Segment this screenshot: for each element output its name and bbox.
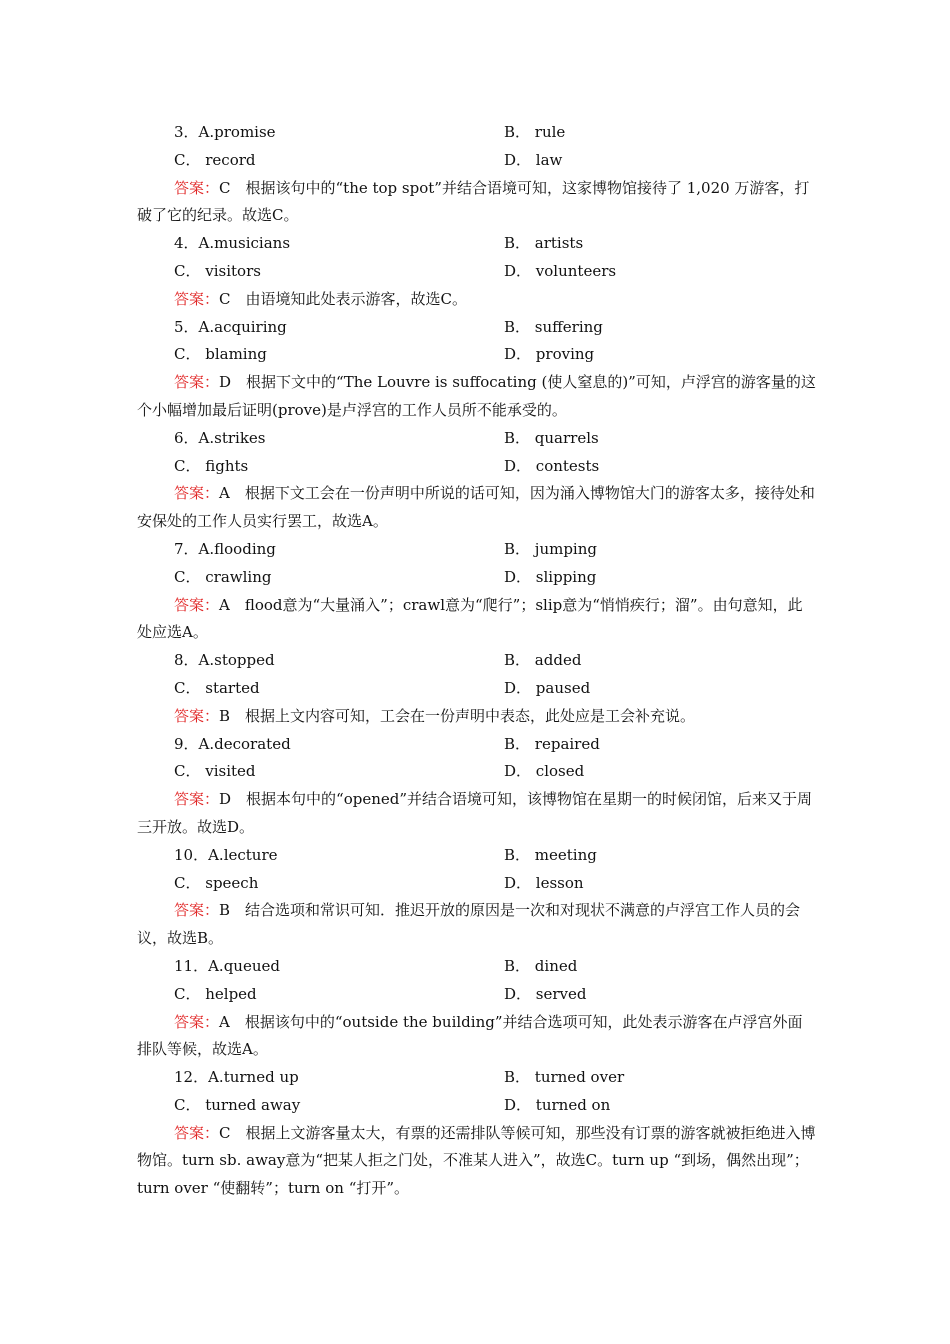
option-d: D． slipping	[504, 567, 597, 586]
answer-label: 答案：	[174, 373, 220, 392]
option-d: D． closed	[504, 762, 585, 781]
answer-explanation	[137, 175, 817, 231]
option-a: 12．A.turned up	[174, 1068, 299, 1087]
option-a: 4．A.musicians	[174, 234, 291, 253]
option-row	[137, 258, 817, 286]
option-c: C． speech	[174, 873, 259, 892]
option-c: C． helped	[174, 984, 257, 1003]
answer-label: 答案：	[174, 790, 220, 809]
option-row	[137, 1092, 817, 1120]
option-b: B． jumping	[504, 539, 597, 558]
answer-label: 答案：	[174, 901, 220, 920]
option-c: C． blaming	[174, 345, 267, 364]
answer-label: 答案：	[174, 1012, 220, 1031]
answer-explanation	[137, 480, 817, 536]
option-c: C． record	[174, 150, 256, 169]
option-d: D． paused	[504, 678, 591, 697]
option-c: C． started	[174, 678, 260, 697]
answer-text: A flood意为“大量涌入”；crawl意为“爬行”；slip意为“悄悄疾行；溜”。由句意知，此处应选A。	[137, 595, 803, 642]
option-a: 5．A.acquiring	[174, 317, 287, 336]
answer-label: 答案：	[174, 706, 220, 725]
option-a: 8．A.stopped	[174, 651, 275, 670]
option-b: B． suffering	[504, 317, 603, 336]
option-a: 10．A.lecture	[174, 845, 278, 864]
question-block	[137, 314, 817, 425]
answer-explanation	[137, 897, 817, 953]
option-row	[137, 119, 817, 147]
answer-explanation	[137, 1009, 817, 1065]
option-row	[137, 230, 817, 258]
answer-text: C 由语境知此处表示游客，故选C。	[219, 289, 467, 308]
question-block	[137, 647, 817, 730]
answer-explanation	[137, 1120, 817, 1203]
option-d: D． contests	[504, 456, 600, 475]
option-d: D． served	[504, 984, 587, 1003]
question-block	[137, 1064, 817, 1203]
option-b: B． rule	[504, 123, 566, 141]
answer-explanation	[137, 286, 817, 314]
option-c: C． visitors	[174, 261, 261, 280]
option-row	[137, 731, 817, 759]
option-row	[137, 842, 817, 870]
option-row	[137, 453, 817, 481]
question-block	[137, 230, 817, 313]
option-d: D． law	[504, 150, 563, 169]
option-row	[137, 675, 817, 703]
option-b: B． quarrels	[504, 428, 599, 447]
answer-text: D 根据本句中的“opened”并结合语境可知，该博物馆在星期一的时候闭馆，后来又于周三开放。故选D。	[137, 790, 813, 836]
option-c: C． fights	[174, 456, 249, 475]
option-row	[137, 536, 817, 564]
question-block	[137, 731, 817, 842]
option-row	[137, 1064, 817, 1092]
option-row	[137, 647, 817, 675]
option-b: B． artists	[504, 234, 584, 253]
option-b: B． added	[504, 651, 582, 670]
answer-text: A 根据下文工会在一份声明中所说的话可知，因为涌入博物馆大门的游客太多，接待处和安保处的工作人员实行罢工，故选A。	[137, 484, 815, 531]
option-row	[137, 341, 817, 369]
option-a: 11．A.queued	[174, 956, 280, 975]
answer-label: 答案：	[174, 484, 220, 503]
option-row	[137, 564, 817, 592]
question-block	[137, 536, 817, 647]
answer-label: 答案：	[174, 289, 220, 308]
option-row	[137, 870, 817, 898]
answer-text: C 根据上文游客量太大，有票的还需排队等候可知，那些没有订票的游客就被拒绝进入博物馆。turn sb. away意为“把某人拒之门处，不准某人进入”，故选C。turn up “到场，偶然出现”；turn over “使翻转”；turn on “打开”。	[137, 1123, 816, 1198]
option-a: 3．A.promise	[174, 123, 276, 141]
option-d: D． volunteers	[504, 261, 617, 280]
answer-label: 答案：	[174, 1123, 220, 1142]
answer-explanation	[137, 703, 817, 731]
option-a: 6．A.strikes	[174, 428, 266, 447]
option-b: B． repaired	[504, 734, 600, 753]
option-row	[137, 953, 817, 981]
option-b: B． meeting	[504, 845, 597, 864]
option-c: C． crawling	[174, 567, 272, 586]
option-d: D． turned on	[504, 1095, 611, 1114]
answer-label: 答案：	[174, 595, 220, 614]
option-row	[137, 314, 817, 342]
option-d: D． lesson	[504, 873, 584, 892]
answer-explanation	[137, 592, 817, 648]
question-block	[137, 842, 817, 953]
option-c: C． visited	[174, 762, 256, 781]
answer-text: B 根据上文内容可知，工会在一份声明中表态，此处应是工会补充说。	[219, 706, 696, 725]
option-row	[137, 981, 817, 1009]
answer-text: A 根据该句中的“outside the building”并结合选项可知，此处表示游客在卢浮宫外面排队等候，故选A。	[137, 1012, 803, 1059]
answer-explanation	[137, 786, 817, 842]
question-block	[137, 119, 817, 230]
question-block	[137, 425, 817, 536]
answer-text: D 根据下文中的“The Louvre is suffocating (使人窒息的)”可知，卢浮宫的游客量的这个小幅增加最后证明(prove)是卢浮宫的工作人员所不能承受的。	[137, 373, 816, 419]
answer-explanation	[137, 369, 817, 425]
option-c: C． turned away	[174, 1095, 301, 1114]
answer-label: 答案：	[174, 178, 220, 197]
option-b: B． dined	[504, 956, 578, 975]
option-d: D． proving	[504, 345, 595, 364]
option-row	[137, 758, 817, 786]
option-a: 9．A.decorated	[174, 734, 291, 753]
option-b: B． turned over	[504, 1068, 625, 1087]
answer-text: B 结合选项和常识可知．推迟开放的原因是一次和对现状不满意的卢浮宫工作人员的会议，故选B。	[137, 901, 801, 948]
option-row	[137, 425, 817, 453]
option-row	[137, 147, 817, 175]
answer-text: C 根据该句中的“the top spot”并结合语境可知，这家博物馆接待了 1,020 万游客，打破了它的纪录。故选C。	[137, 178, 810, 225]
question-block	[137, 953, 817, 1064]
question-list	[137, 119, 817, 1203]
option-a: 7．A.flooding	[174, 539, 276, 558]
